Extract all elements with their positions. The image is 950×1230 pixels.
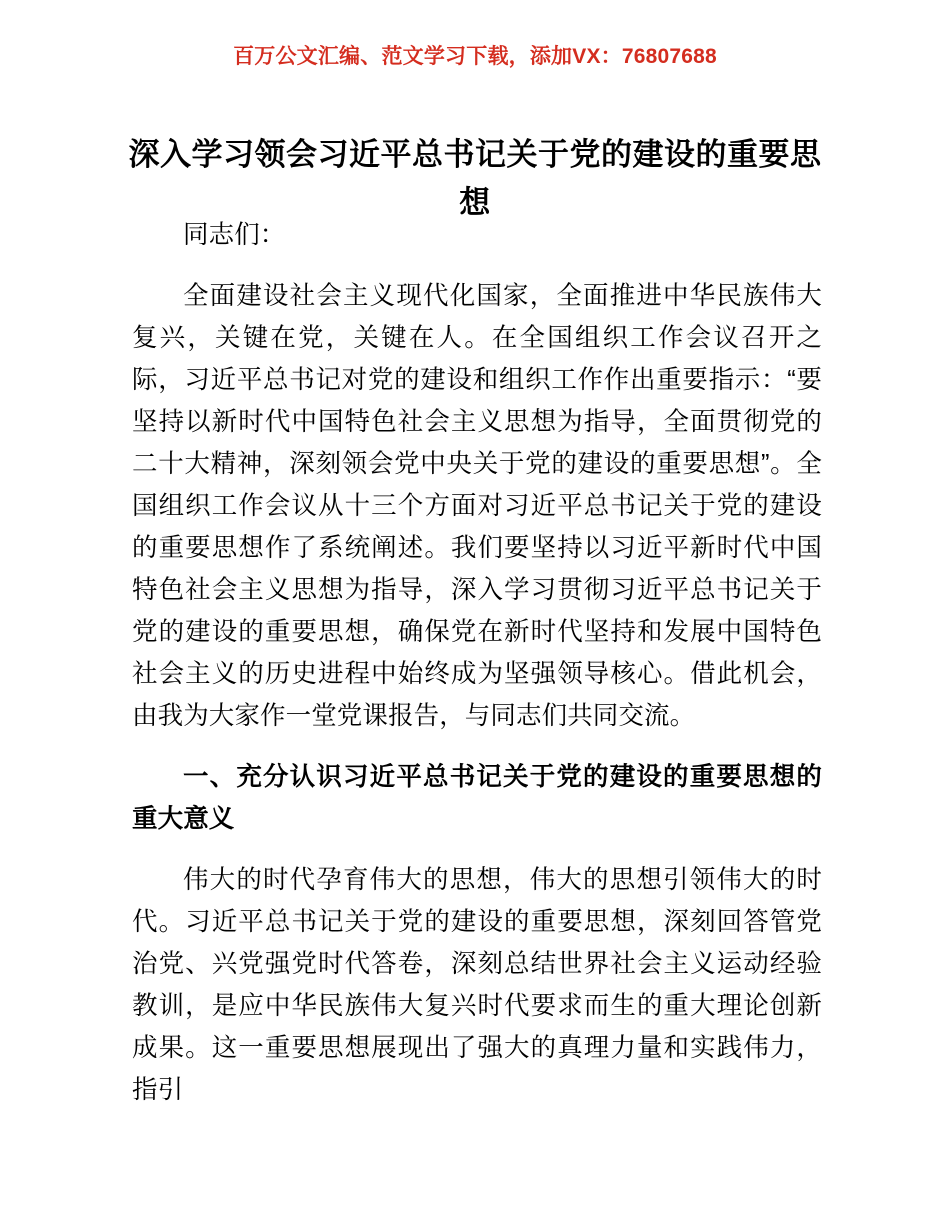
salutation: 同志们： xyxy=(183,221,286,249)
promo-watermark-header: 百万公文汇编、范文学习下载，添加VX：76807688 xyxy=(233,45,717,68)
section-heading-1: 一、充分认识习近平总书记关于党的建设的重要思想的重大意义 xyxy=(132,763,822,833)
paragraph-intro: 全面建设社会主义现代化国家，全面推进中华民族伟大复兴，关键在党，关键在人。在全国组织工作会议召开之际，习近平总书记对党的建设和组织工作作出重要指示：“要坚持以新时代中国特色社会主义思想为指导，全面贯彻党的二十大精神，深刻领会党中央关于党的建设的重要思想”。全国组织工作会议从十三个方面对习近平总书记关于党的建设的重要思想作了系统阐述。我们要坚持以习近平新时代中国特色社会主义思想为指导，深入学习贯彻习近平总书记关于党的建设的重要思想，确保党在新时代坚持和发展中国特色社会主义的历史进程中始终成为坚强领导核心。借此机会，由我为大家作一堂党课报告，与同志们共同交流。 xyxy=(132,282,822,730)
document-body xyxy=(132,214,822,1111)
document-title: 深入学习领会习近平总书记关于党的建设的重要思想 xyxy=(128,136,822,220)
paragraph-section-1-body: 伟大的时代孕育伟大的思想，伟大的思想引领伟大的时代。习近平总书记关于党的建设的重要思想，深刻回答管党治党、兴党强党时代答卷，深刻总结世界社会主义运动经验教训，是应中华民族伟大复兴时代要求而生的重大理论创新成果。这一重要思想展现出了强大的真理力量和实践伟力，指引 xyxy=(132,866,822,1104)
